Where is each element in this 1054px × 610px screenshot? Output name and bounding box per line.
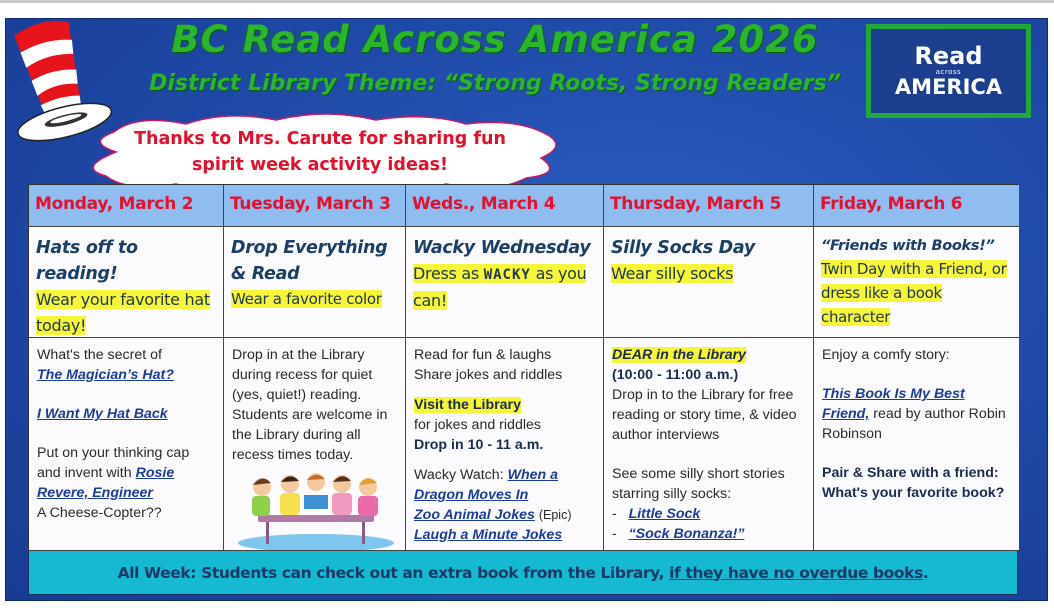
activity-intro: What's the secret of — [37, 347, 162, 363]
wacky-watch-label: Wacky Watch: — [414, 467, 504, 483]
dress-code: Wear your favorite hat today! — [36, 290, 210, 335]
activity-cell-tuesday — [224, 338, 406, 551]
day-header-friday: Friday, March 6 — [814, 185, 1019, 227]
book-link-zoo-animal-jokes[interactable]: Zoo Animal Jokes — [414, 507, 535, 523]
book-link-little-sock[interactable]: Little Sock — [628, 506, 701, 522]
read-across-america-logo — [866, 24, 1031, 118]
theme-title: Drop Everything & Read — [231, 238, 388, 284]
dress-code-pre: Dress as — [413, 264, 479, 283]
pair-share-line-1: Pair & Share with a friend: — [822, 465, 999, 481]
drop-in-time: Drop in 10 - 11 a.m. — [414, 437, 544, 453]
all-week-footer-banner — [28, 550, 1018, 595]
activity-text: Put on your thinking cap and invent with — [37, 445, 190, 481]
theme-cell-tuesday — [224, 227, 406, 338]
spirit-week-schedule-table — [28, 184, 1018, 552]
activity-text: for jokes and riddles — [414, 417, 541, 433]
pair-share-line-2: What's your favorite book? — [822, 485, 1005, 501]
dress-code-post: as you can! — [413, 264, 587, 310]
kids-reading-illustration-icon — [232, 467, 400, 553]
footer-period: . — [922, 563, 929, 582]
book-link-rosie-revere[interactable]: Rosie Revere, Engineer — [37, 465, 175, 501]
activity-text: Drop in at the Library during recess for quiet (yes, quiet!) reading. Students are welcome in the Library during all recess times today. — [232, 347, 388, 463]
dress-code: Wear a favorite color — [231, 290, 382, 308]
activity-cell-wednesday — [406, 338, 604, 551]
theme-cell-friday — [814, 227, 1019, 338]
activity-text: Drop in to the Library for free reading or story time, & video author interviews — [612, 387, 797, 443]
book-link-i-want-my-hat-back[interactable]: I Want My Hat Back — [37, 406, 168, 422]
footer-underlined-text: if they have no overdue books — [669, 563, 923, 582]
book-link-magicians-hat[interactable]: The Magician’s Hat? — [37, 367, 174, 383]
dress-code: Twin Day with a Friend, or dress like a book character — [821, 260, 1007, 326]
day-header-thursday: Thursday, March 5 — [604, 185, 814, 227]
book-link-laugh-a-minute-jokes[interactable]: Laugh a Minute Jokes — [414, 527, 563, 543]
book-link-this-book-is-my-best-friend[interactable]: This Book Is My Best Friend, — [822, 386, 965, 422]
epic-note: (Epic) — [538, 508, 572, 522]
activity-text: Enjoy a comfy story: — [822, 347, 950, 363]
thanks-line-2: spirit week activity ideas! — [191, 155, 449, 175]
day-header-wednesday: Weds., March 4 — [406, 185, 604, 227]
activity-text: read by author Robin Robinson — [822, 406, 1006, 442]
activity-text: A Cheese-Copter?? — [37, 505, 162, 521]
theme-cell-thursday — [604, 227, 814, 338]
activity-cell-monday — [29, 338, 224, 551]
dear-highlight: DEAR in the Library — [612, 347, 747, 363]
theme-title: Hats off to reading! — [36, 238, 138, 284]
dress-code: Wear silly socks — [611, 264, 734, 283]
theme-title: Wacky Wednesday — [413, 238, 591, 258]
activity-cell-thursday: DEAR in the Library (10:00 - 11:00 a.m.) Drop in to the Library for free reading or story time, & video author interviews See some silly short stories starring silly socks: - Little Sock - “Sock Bonanza!” — [604, 338, 814, 551]
thanks-message — [110, 126, 530, 178]
day-header-monday: Monday, March 2 — [29, 185, 224, 227]
activity-text: Read for fun & laughs — [414, 347, 552, 363]
theme-title: “Friends with Books!” — [821, 238, 995, 254]
logo-line-across: across — [935, 68, 962, 76]
dress-code-wacky: WACKY — [483, 267, 531, 283]
book-link-dragon-moves-in[interactable]: When a Dragon Moves In — [414, 467, 559, 503]
dear-time: (10:00 - 11:00 a.m.) — [612, 367, 739, 383]
theme-cell-wednesday — [406, 227, 604, 338]
activity-text: Share jokes and riddles — [414, 367, 563, 383]
page-title: BC Read Across America 2026 — [171, 18, 819, 61]
activity-text: See some silly short stories starring silly socks: — [612, 466, 785, 502]
logo-line-read: Read — [914, 42, 983, 70]
activity-cell-friday — [814, 338, 1019, 551]
theme-title: Silly Socks Day — [611, 238, 755, 258]
logo-line-america: AMERICA — [894, 75, 1003, 99]
book-link-sock-bonanza[interactable]: “Sock Bonanza!” — [628, 526, 745, 542]
thanks-line-1: Thanks to Mrs. Carute for sharing fun — [134, 129, 506, 149]
page-subtitle: District Library Theme: “Strong Roots, Strong Readers” — [149, 71, 841, 96]
day-header-tuesday: Tuesday, March 3 — [224, 185, 406, 227]
theme-cell-monday — [29, 227, 224, 338]
footer-text: All Week: Students can check out an extra book from the Library, — [117, 563, 665, 582]
top-divider-line — [0, 0, 1054, 3]
visit-library-highlight: Visit the Library — [414, 397, 521, 413]
dress-code — [413, 264, 586, 310]
